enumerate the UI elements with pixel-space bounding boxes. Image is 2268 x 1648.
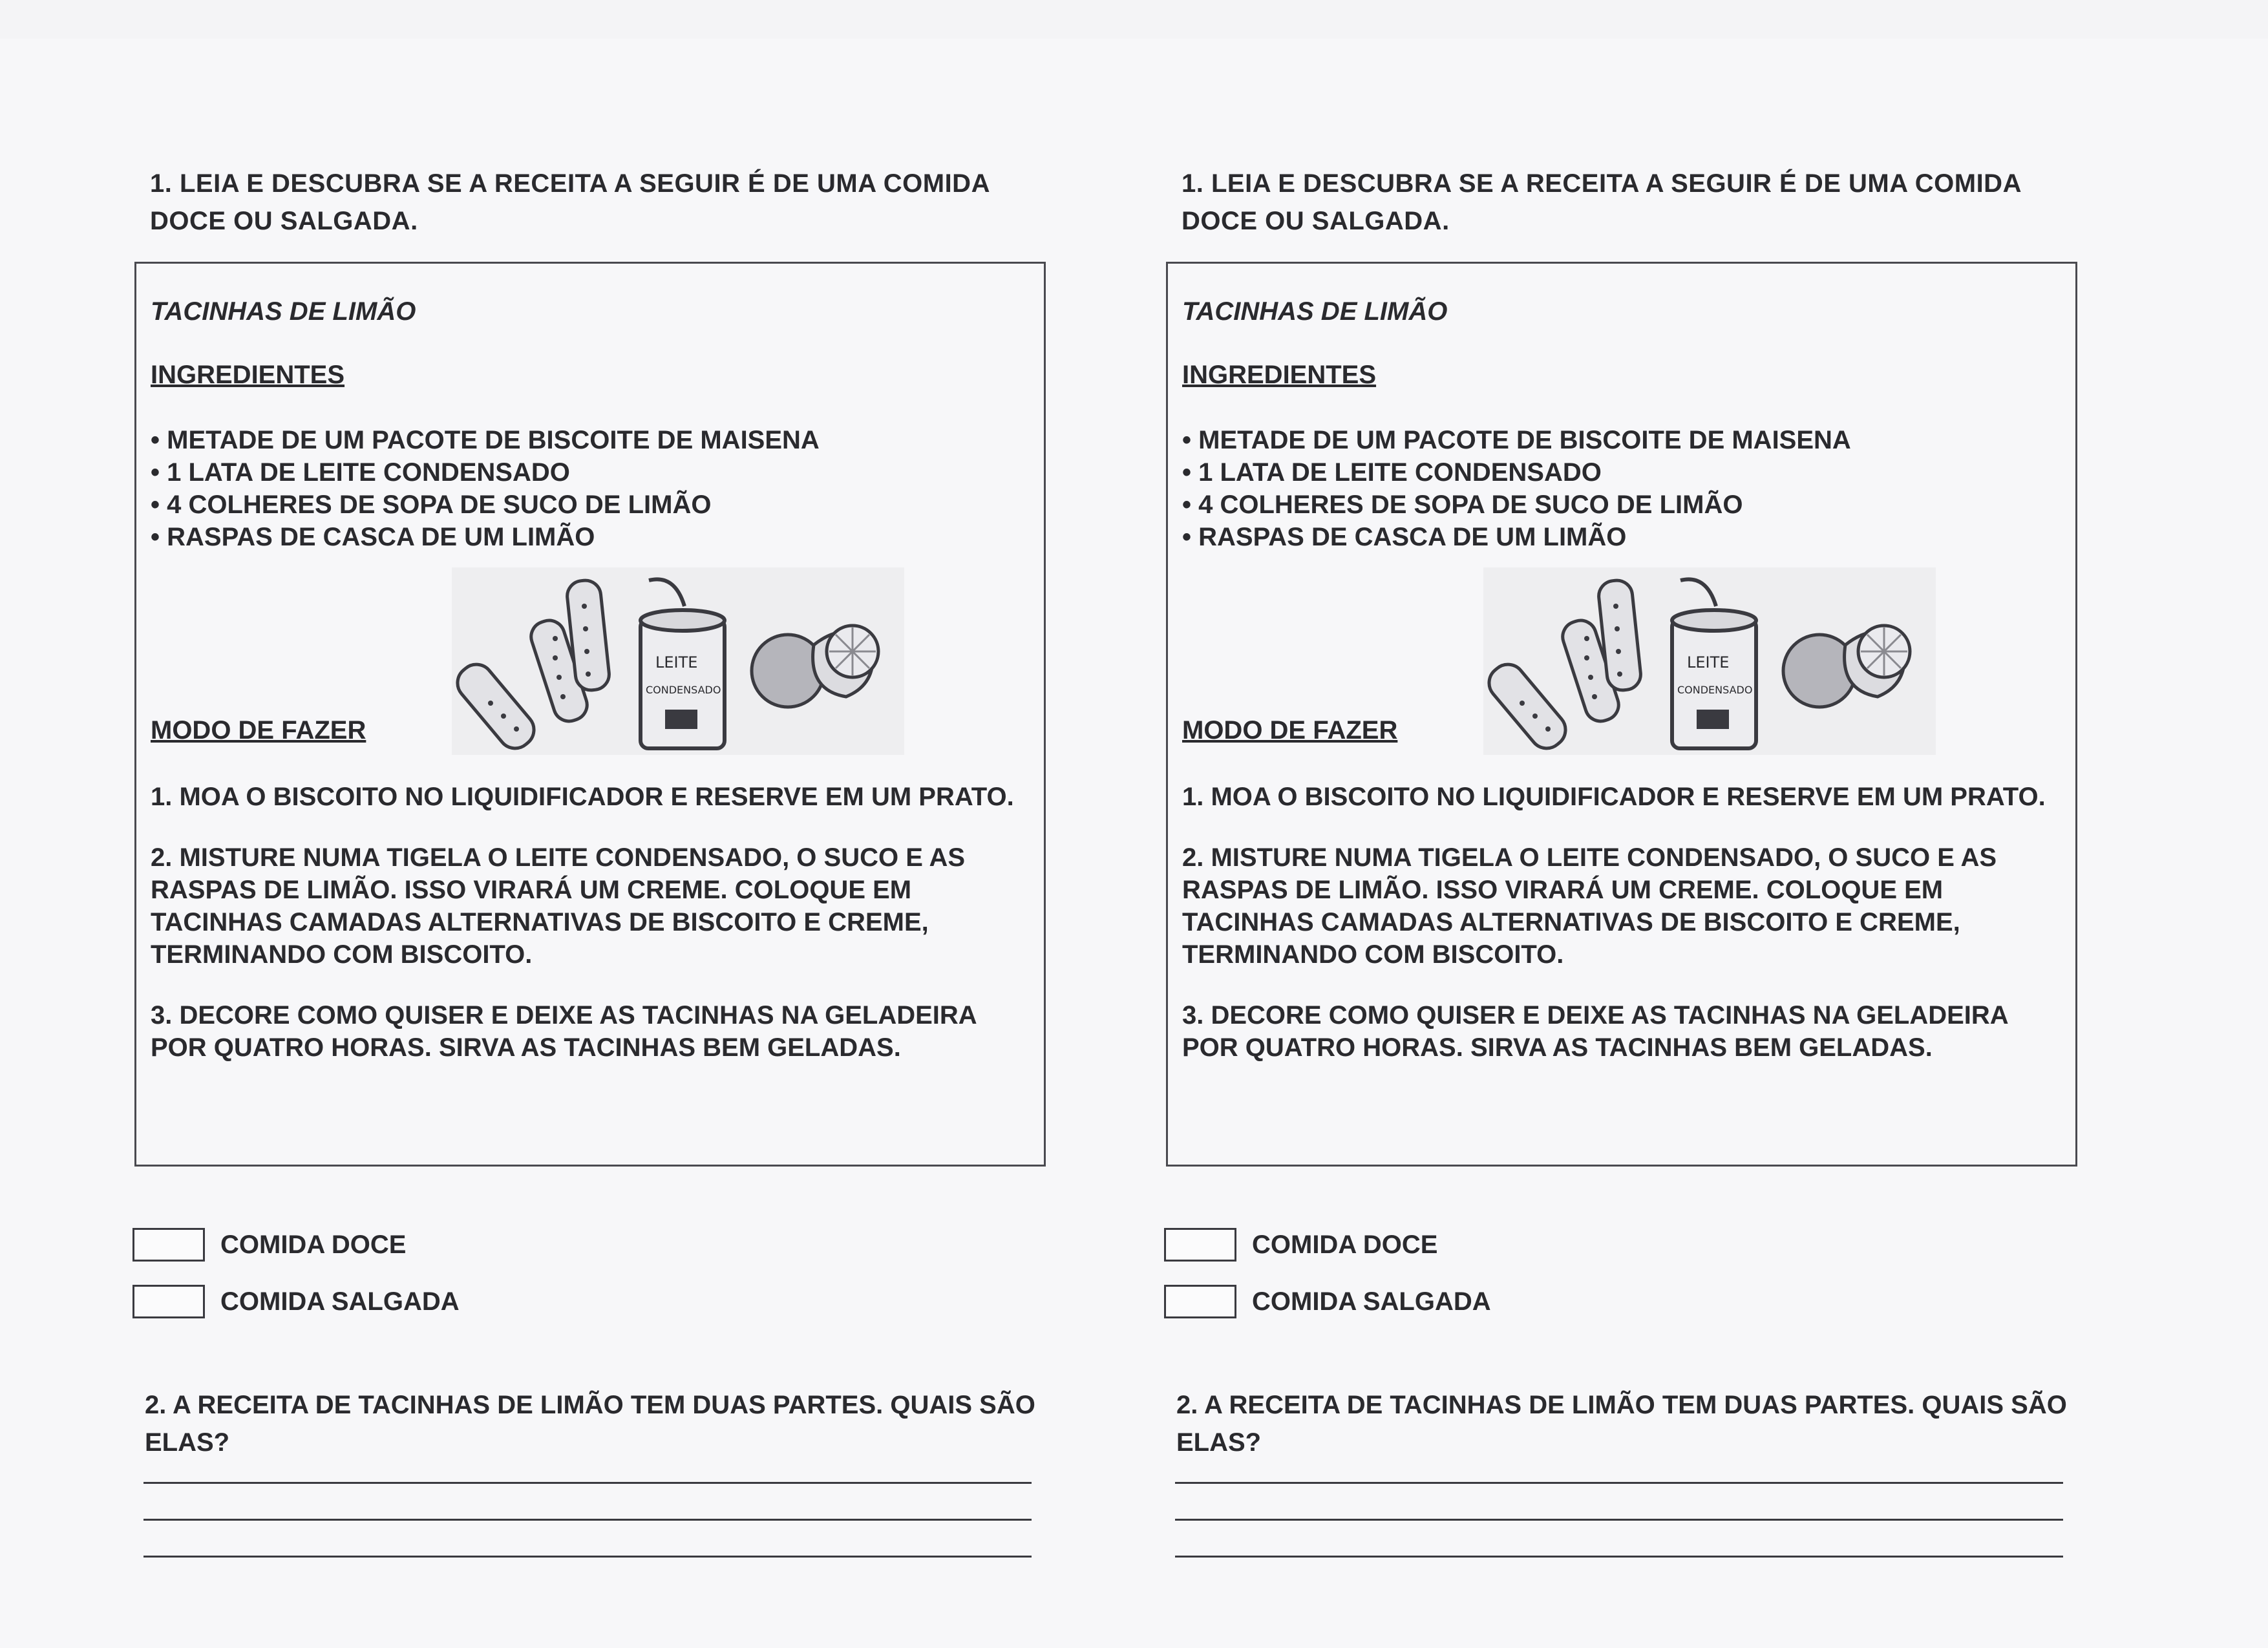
savory-checkbox[interactable]: [1164, 1285, 1236, 1318]
answer-line[interactable]: [143, 1482, 1032, 1484]
method-step: 2. MISTURE NUMA TIGELA O LEITE CONDENSADO, O SUCO E AS RASPAS DE LIMÃO. ISSO VIRARÁ UM CREME. COLOQUE EM TACINHAS CAMADAS ALTERNATIVAS DE BISCOITO E CREME, TERMINANDO COM BISCOITO.: [1182, 843, 1997, 969]
method-steps: [151, 781, 1030, 1092]
svg-text:CONDENSADO: CONDENSADO: [646, 684, 721, 696]
question-2: 2. A RECEITA DE TACINHAS DE LIMÃO TEM DUAS PARTES. QUAIS SÃO ELAS?: [145, 1391, 1035, 1457]
sweet-checkbox[interactable]: [132, 1228, 205, 1262]
lemon-icon: [752, 626, 878, 707]
option-sweet: [132, 1228, 406, 1262]
savory-checkbox[interactable]: [132, 1285, 205, 1318]
svg-text:LEITE: LEITE: [1687, 653, 1730, 671]
question-2: 2. A RECEITA DE TACINHAS DE LIMÃO TEM DUAS PARTES. QUAIS SÃO ELAS?: [1176, 1391, 2067, 1457]
ingredients-heading: INGREDIENTES: [151, 361, 345, 389]
recipe-title: TACINHAS DE LIMÃO: [151, 297, 416, 326]
answer-line[interactable]: [1175, 1556, 2063, 1558]
sweet-checkbox[interactable]: [1164, 1228, 1236, 1262]
method-step: 1. MOA O BISCOITO NO LIQUIDIFICADOR E RESERVE EM UM PRATO.: [151, 783, 1014, 811]
worksheet-left: [129, 39, 1086, 1648]
option-savory: [1164, 1285, 1491, 1318]
option-savory: [132, 1285, 460, 1318]
ingredient-item: • RASPAS DE CASCA DE UM LIMÃO: [1182, 521, 1851, 553]
condensed-milk-can-icon: [641, 579, 725, 748]
ingredients-illustration: [452, 567, 904, 755]
sweet-label: COMIDA DOCE: [220, 1230, 407, 1259]
biscuit-icon: [452, 579, 611, 755]
svg-text:LEITE: LEITE: [655, 653, 698, 671]
ingredient-item: • 1 LATA DE LEITE CONDENSADO: [151, 456, 820, 489]
answer-line[interactable]: [1175, 1482, 2063, 1484]
ingredient-item: • METADE DE UM PACOTE DE BISCOITE DE MAISENA: [151, 424, 820, 456]
scanned-page: [0, 39, 2268, 1648]
lemon-icon: [1783, 626, 1910, 707]
ingredient-item: • 4 COLHERES DE SOPA DE SUCO DE LIMÃO: [1182, 489, 1851, 521]
method-step: 1. MOA O BISCOITO NO LIQUIDIFICADOR E RESERVE EM UM PRATO.: [1182, 783, 2046, 811]
method-heading: MODO DE FAZER: [1182, 716, 1398, 745]
method-step: 2. MISTURE NUMA TIGELA O LEITE CONDENSADO, O SUCO E AS RASPAS DE LIMÃO. ISSO VIRARÁ UM CREME. COLOQUE EM TACINHAS CAMADAS ALTERNATIVAS DE BISCOITO E CREME, TERMINANDO COM BISCOITO.: [151, 843, 966, 969]
ingredient-item: • METADE DE UM PACOTE DE BISCOITE DE MAISENA: [1182, 424, 1851, 456]
ingredient-list: [1182, 424, 1851, 553]
answer-line[interactable]: [143, 1556, 1032, 1558]
ingredient-list: [151, 424, 820, 553]
ingredient-item: • RASPAS DE CASCA DE UM LIMÃO: [151, 521, 820, 553]
svg-text:CONDENSADO: CONDENSADO: [1677, 684, 1753, 696]
answer-line[interactable]: [1175, 1519, 2063, 1521]
ingredient-item: • 1 LATA DE LEITE CONDENSADO: [1182, 456, 1851, 489]
recipe-box: [1166, 262, 2077, 1167]
option-sweet: [1164, 1228, 1437, 1262]
recipe-title: TACINHAS DE LIMÃO: [1182, 297, 1448, 326]
answer-line[interactable]: [143, 1519, 1032, 1521]
ingredients-heading: INGREDIENTES: [1182, 361, 1377, 389]
savory-label: COMIDA SALGADA: [220, 1287, 460, 1316]
method-step: 3. DECORE COMO QUISER E DEIXE AS TACINHAS NA GELADEIRA POR QUATRO HORAS. SIRVA AS TACINHAS BEM GELADAS.: [1182, 1001, 2008, 1062]
question-1: 1. LEIA E DESCUBRA SE A RECEITA A SEGUIR É DE UMA COMIDA DOCE OU SALGADA.: [150, 169, 990, 235]
method-step: 3. DECORE COMO QUISER E DEIXE AS TACINHAS NA GELADEIRA POR QUATRO HORAS. SIRVA AS TACINHAS BEM GELADAS.: [151, 1001, 977, 1062]
question-1: 1. LEIA E DESCUBRA SE A RECEITA A SEGUIR É DE UMA COMIDA DOCE OU SALGADA.: [1182, 169, 2021, 235]
condensed-milk-can-icon: [1672, 579, 1756, 748]
method-heading: MODO DE FAZER: [151, 716, 366, 745]
method-steps: [1182, 781, 2061, 1092]
sweet-label: COMIDA DOCE: [1252, 1230, 1438, 1259]
biscuit-icon: [1483, 579, 1642, 755]
ingredient-item: • 4 COLHERES DE SOPA DE SUCO DE LIMÃO: [151, 489, 820, 521]
ingredients-illustration: [1483, 567, 1936, 755]
worksheet-right: [1161, 39, 2117, 1648]
savory-label: COMIDA SALGADA: [1252, 1287, 1491, 1316]
recipe-box: [134, 262, 1046, 1167]
